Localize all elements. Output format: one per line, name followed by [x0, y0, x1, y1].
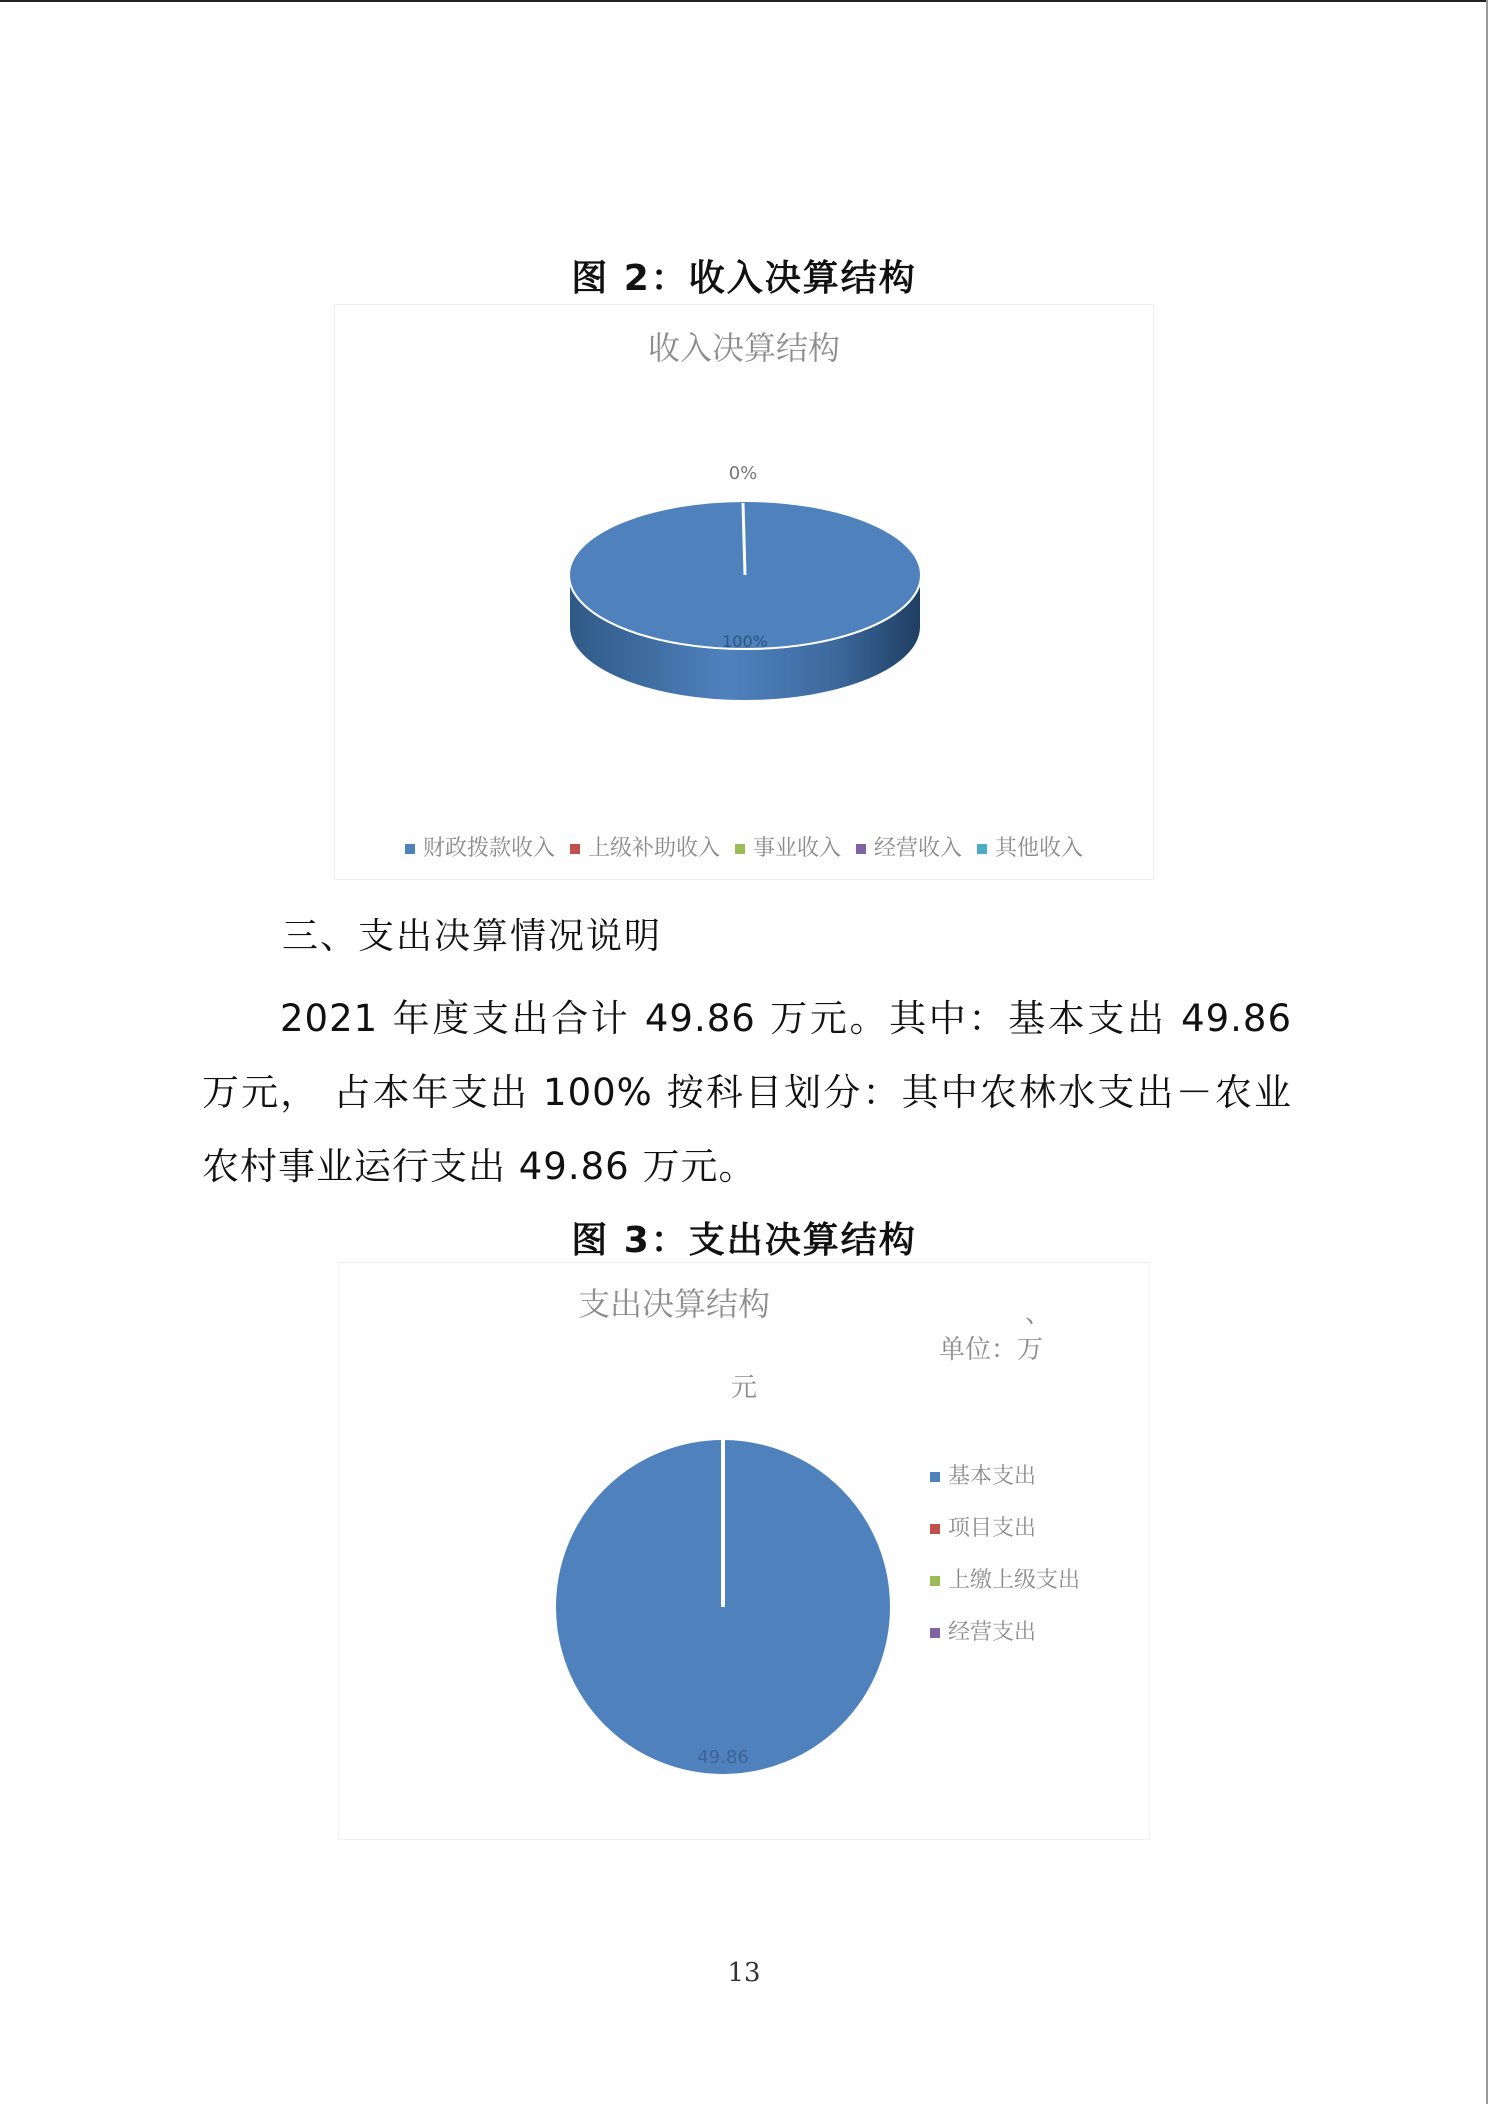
figure-2-caption: 图 2：收入决算结构	[571, 258, 917, 299]
legend-label: 财政拨款收入	[422, 836, 555, 861]
legend-swatch-icon	[930, 1524, 940, 1534]
top-border	[0, 0, 1488, 2]
income-legend-item	[405, 831, 555, 862]
income-legend-item	[570, 831, 720, 862]
income-legend	[335, 831, 1153, 862]
legend-label: 上级补助收入	[587, 836, 720, 861]
legend-swatch-icon	[930, 1576, 940, 1586]
data-label-basic: 49.86	[697, 1747, 749, 1768]
legend-swatch-icon	[735, 844, 745, 854]
legend-swatch-icon	[856, 844, 866, 854]
income-chart	[334, 304, 1154, 880]
income-legend-item	[856, 831, 962, 862]
legend-label: 其他收入	[995, 836, 1084, 861]
unit-label-line2: 元	[731, 1373, 758, 1403]
legend-label: 项目支出	[948, 1516, 1037, 1541]
legend-swatch-icon	[405, 844, 415, 854]
section-heading: 三、支出决算情况说明	[282, 916, 663, 957]
figure-3-caption: 图 3：支出决算结构	[571, 1220, 917, 1261]
legend-swatch-icon	[977, 844, 987, 854]
income-chart-title: 收入决算结构	[647, 329, 840, 367]
expenditure-paragraph: 2021 年度支出合计 49.86 万元。其中：基本支出 49.86 万元， 占本年支出 100% 按科目划分：其中农林水支出－农业农村事业运行支出 49.86 万元。	[202, 997, 1292, 1188]
legend-label: 经营支出	[948, 1620, 1037, 1645]
expenditure-legend	[930, 1462, 1080, 1670]
legend-swatch-icon	[570, 844, 580, 854]
unit-label-line1: 单位：万	[939, 1335, 1044, 1365]
stray-mark: 、	[1025, 1299, 1052, 1329]
legend-label: 上缴上级支出	[948, 1568, 1081, 1593]
expenditure-legend-item	[930, 1618, 1080, 1670]
expenditure-legend-item	[930, 1566, 1080, 1618]
expenditure-chart-title: 支出决算结构	[577, 1285, 770, 1323]
data-label-zero: 0%	[728, 463, 758, 484]
data-label-main: 100%	[722, 632, 768, 651]
page-number: 13	[727, 1958, 761, 1988]
income-legend-item	[735, 831, 841, 862]
legend-label: 事业收入	[752, 836, 841, 861]
expenditure-legend-item	[930, 1462, 1080, 1514]
legend-swatch-icon	[930, 1628, 940, 1638]
expenditure-legend-item	[930, 1514, 1080, 1566]
zero-slice-separator	[743, 503, 745, 575]
income-legend-item	[977, 831, 1083, 862]
income-pie-3d	[335, 305, 1153, 879]
legend-label: 经营收入	[874, 836, 963, 861]
legend-label: 基本支出	[948, 1464, 1037, 1489]
legend-swatch-icon	[930, 1472, 940, 1482]
